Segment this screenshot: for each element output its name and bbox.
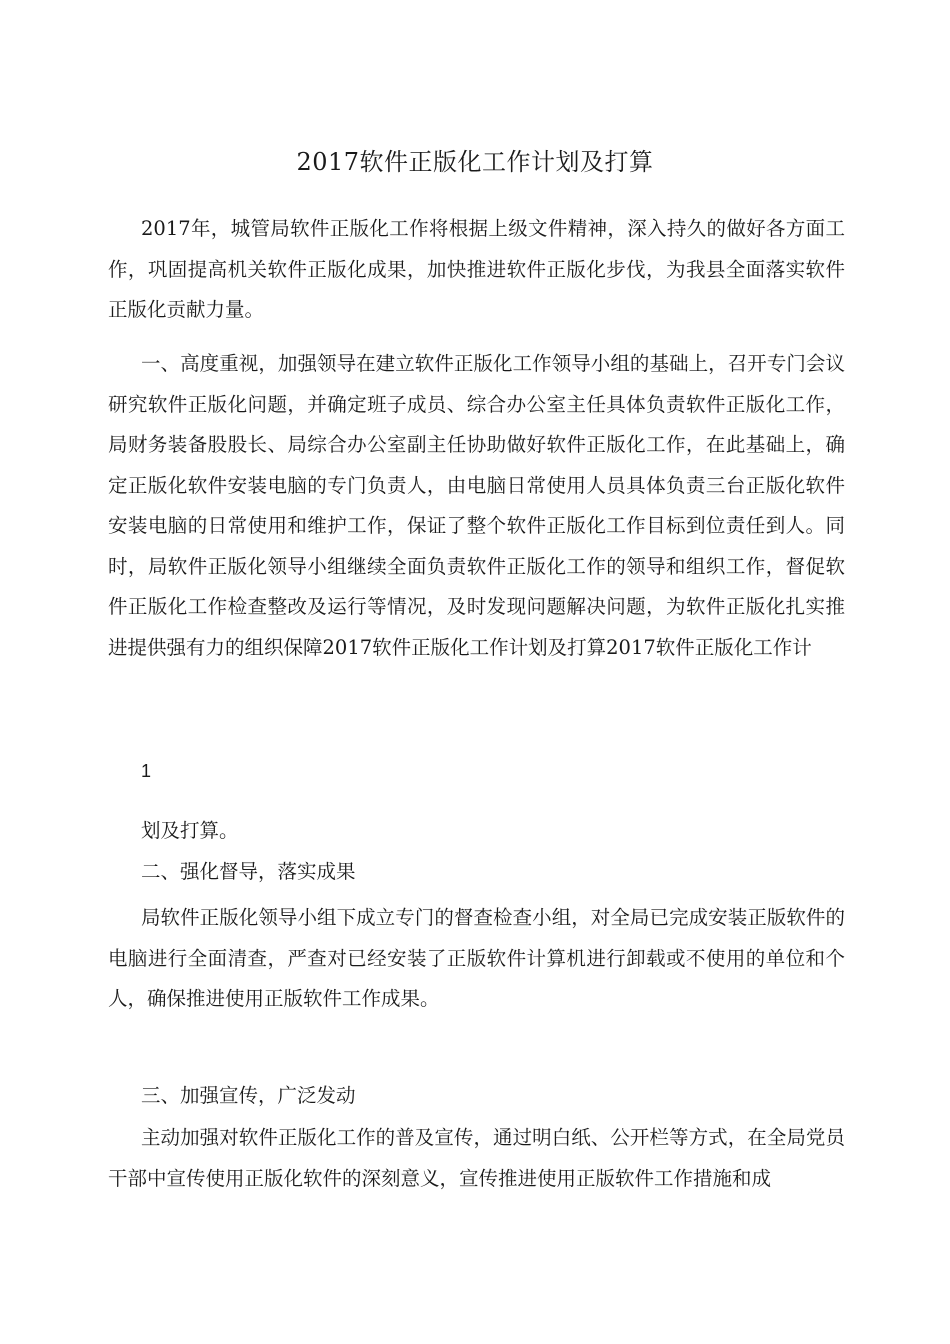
paragraph-section-2: 局软件正版化领导小组下成立专门的督查检查小组，对全局已完成安装正版软件的电脑进行全面清查，严查对已经安装了正版软件计算机进行卸载或不使用的单位和个人，确保推进使用正版软件工作成果。 xyxy=(108,906,845,1010)
section-heading-2: 二、强化督导，落实成果 xyxy=(141,860,356,883)
document-title: 2017软件正版化工作计划及打算 xyxy=(296,148,654,176)
paragraph-continuation: 划及打算。 xyxy=(141,819,239,842)
paragraph-intro: 2017年，城管局软件正版化工作将根据上级文件精神，深入持久的做好各方面工作，巩固提高机关软件正版化成果，加快推进软件正版化步伐，为我县全面落实软件正版化贡献力量。 xyxy=(108,217,845,321)
paragraph-section-3: 主动加强对软件正版化工作的普及宣传，通过明白纸、公开栏等方式，在全局党员干部中宣传使用正版化软件的深刻意义，宣传推进使用正版软件工作措施和成 xyxy=(108,1126,845,1190)
page-number: 1 xyxy=(141,761,152,781)
paragraph-section-1: 一、高度重视，加强领导在建立软件正版化工作领导小组的基础上，召开专门会议研究软件正版化问题，并确定班子成员、综合办公室主任具体负责软件正版化工作，局财务装备股股长、局综合办公室副主任协助做好软件正版化工作，在此基础上，确定正版化软件安装电脑的专门负责人，由电脑日常使用人员具体负责三台正版化软件安装电脑的日常使用和维护工作，保证了整个软件正版化工作目标到位责任到人。同时，局软件正版化领导小组继续全面负责软件正版化工作的领导和组织工作，督促软件正版化工作检查整改及运行等情况，及时发现问题解决问题，为软件正版化扎实推进提供强有力的组织保障2017软件正版化工作计划及打算2017软件正版化工作计 xyxy=(108,352,845,659)
section-heading-3: 三、加强宣传，广泛发动 xyxy=(141,1084,356,1107)
